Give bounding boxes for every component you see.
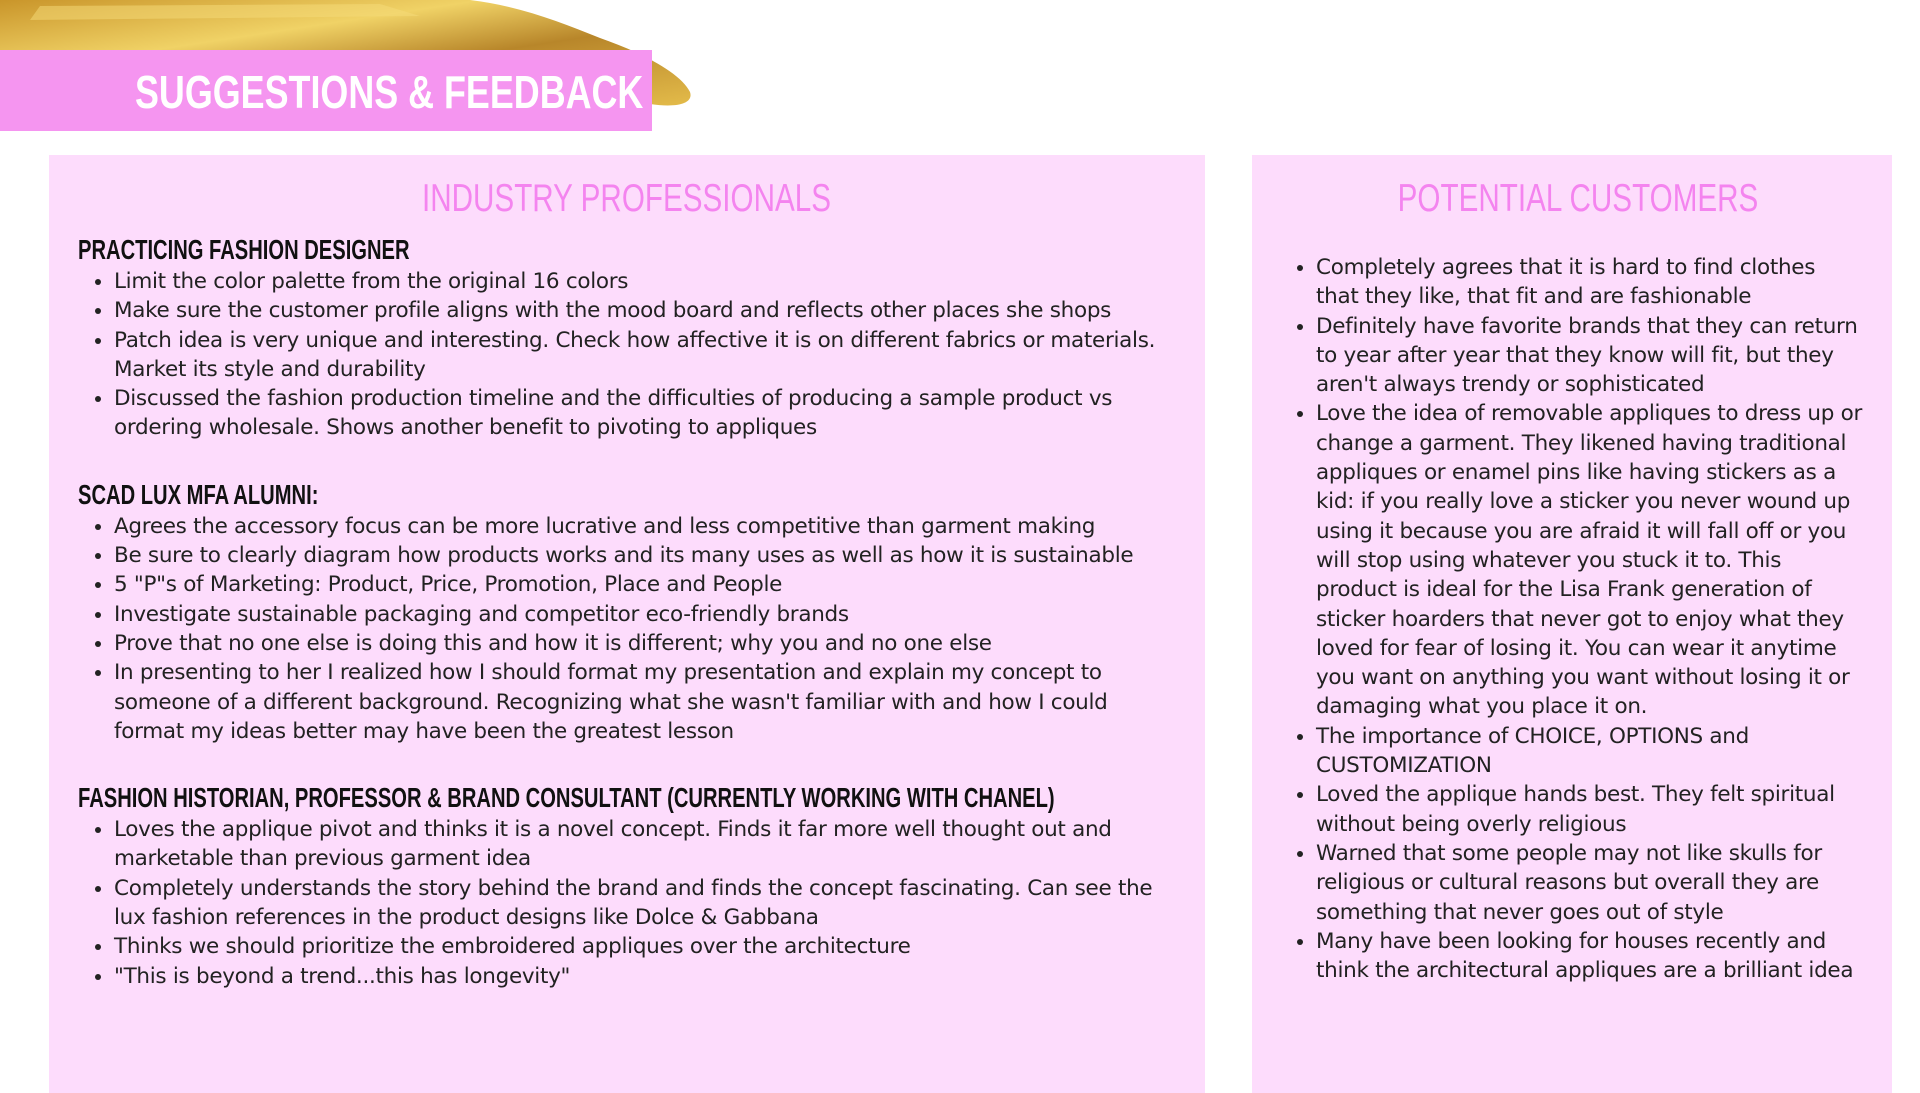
list-item: • Definitely have favorite brands that they can return to year after year that they know will fit, but they aren't always trendy or sophisticated bbox=[1316, 312, 1862, 400]
list-item: • The importance of CHOICE, OPTIONS and CUSTOMIZATION bbox=[1316, 722, 1862, 781]
section-title: FASHION HISTORIAN, PROFESSOR & BRAND CONSULTANT (CURRENTLY WORKING WITH CHANEL) bbox=[78, 782, 1055, 814]
industry-heading: INDUSTRY PROFESSIONALS bbox=[421, 177, 832, 220]
list-item: • In presenting to her I realized how I should format my presentation and explain my concept to someone of a different background. Recognizing what she wasn't familiar with and how I could format my ideas better may have been the greatest lesson bbox=[114, 658, 1175, 746]
list-item: • Investigate sustainable packaging and competitor eco-friendly brands bbox=[114, 600, 1175, 629]
list-item: • Loved the applique hands best. They felt spiritual without being overly religious bbox=[1316, 780, 1862, 839]
list-item: • Many have been looking for houses recently and think the architectural appliques are a brilliant idea bbox=[1316, 927, 1862, 986]
feedback-list bbox=[78, 512, 1175, 746]
list-item: • Limit the color palette from the original 16 colors bbox=[114, 267, 1175, 296]
list-item: • "This is beyond a trend...this has longevity" bbox=[114, 962, 1175, 991]
list-item: • Loves the applique pivot and thinks it is a novel concept. Finds it far more well thought out and marketable than previous garment idea bbox=[114, 815, 1175, 874]
list-item: • Prove that no one else is doing this and how it is different; why you and no one else bbox=[114, 629, 1175, 658]
list-item: • Be sure to clearly diagram how products works and its many uses as well as how it is sustainable bbox=[114, 541, 1175, 570]
list-item: • Completely understands the story behind the brand and finds the concept fascinating. Can see the lux fashion references in the product designs like Dolce & Gabbana bbox=[114, 874, 1175, 933]
feedback-list bbox=[78, 267, 1175, 443]
list-item: • Thinks we should prioritize the embroidered appliques over the architecture bbox=[114, 932, 1175, 961]
list-item: • Make sure the customer profile aligns with the mood board and reflects other places she shops bbox=[114, 296, 1175, 325]
list-item: • 5 "P"s of Marketing: Product, Price, Promotion, Place and People bbox=[114, 570, 1175, 599]
list-item: • Discussed the fashion production timeline and the difficulties of producing a sample product vs ordering wholesale. Shows another benefit to pivoting to appliques bbox=[114, 384, 1175, 443]
list-item: • Completely agrees that it is hard to find clothes that they like, that fit and are fashionable bbox=[1316, 253, 1862, 312]
customers-heading: POTENTIAL CUSTOMERS bbox=[1397, 177, 1759, 220]
list-item: • Love the idea of removable appliques to dress up or change a garment. They likened having traditional appliques or enamel pins like having stickers as a kid: if you really love a sticker you never wound up using it because you are afraid it will fall off or you will stop using whatever you stuck it to. This product is ideal for the Lisa Frank generation of sticker hoarders that never got to enjoy what they loved for fear of losing it. You can wear it anytime you want on anything you want without losing it or damaging what you place it on. bbox=[1316, 399, 1862, 721]
list-item: • Agrees the accessory focus can be more lucrative and less competitive than garment making bbox=[114, 512, 1175, 541]
list-item: • Patch idea is very unique and interesting. Check how affective it is on different fabrics or materials. Market its style and durability bbox=[114, 326, 1175, 385]
section-title: PRACTICING FASHION DESIGNER bbox=[78, 234, 410, 265]
section-title: SCAD LUX MFA ALUMNI: bbox=[78, 478, 319, 510]
list-item: • Warned that some people may not like skulls for religious or cultural reasons but overall they are something that never goes out of style bbox=[1316, 839, 1862, 927]
customer-feedback-list bbox=[1294, 253, 1862, 985]
section-scad-alumni bbox=[78, 478, 1175, 746]
section-fashion-historian bbox=[78, 781, 1175, 991]
industry-professionals-panel bbox=[49, 155, 1205, 1093]
section-fashion-designer bbox=[78, 233, 1175, 443]
potential-customers-panel bbox=[1252, 155, 1892, 1093]
feedback-list bbox=[78, 815, 1175, 991]
page-title: SUGGESTIONS & FEEDBACK bbox=[135, 66, 644, 118]
